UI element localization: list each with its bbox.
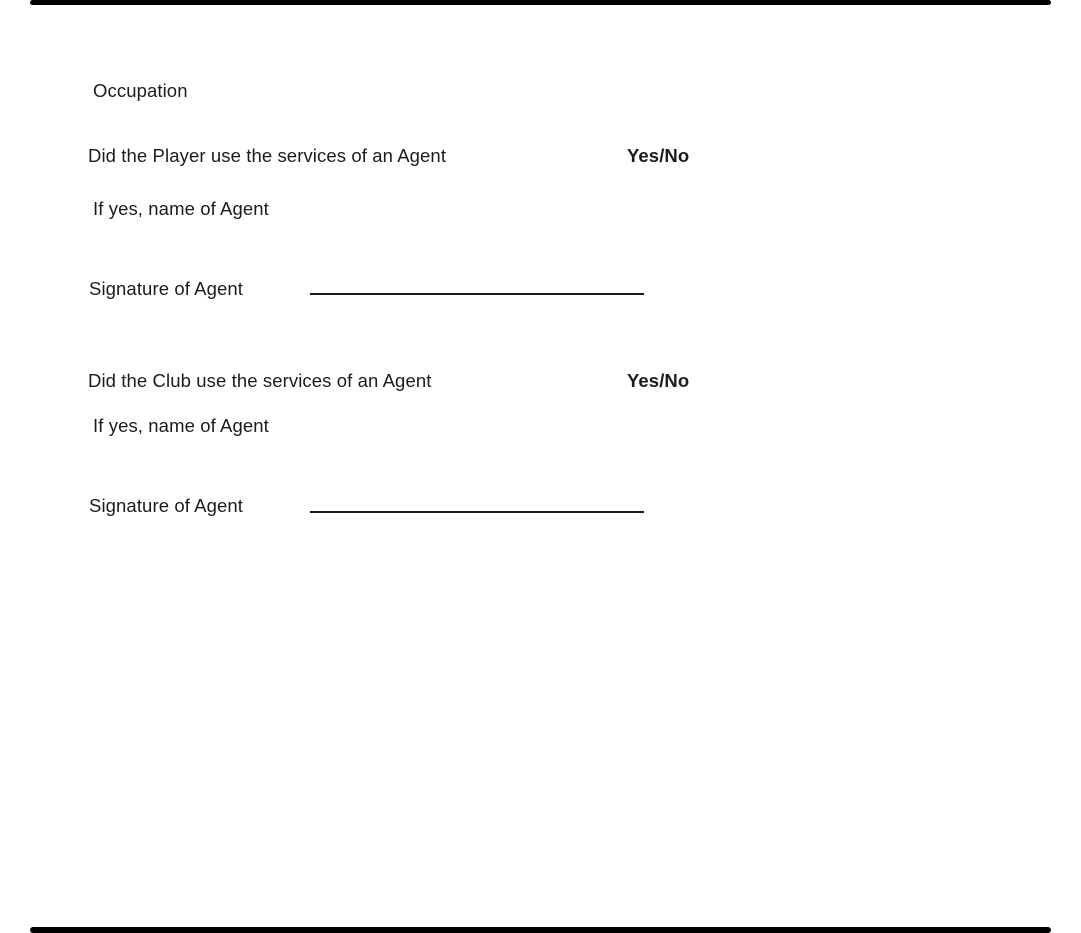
club-agent-answer-yes-no: Yes/No — [627, 370, 690, 391]
player-agent-signature-line — [310, 293, 644, 295]
scan-edge-bar-bottom — [30, 927, 1051, 933]
player-agent-answer-yes-no: Yes/No — [627, 145, 690, 166]
scan-edge-bar-top — [30, 0, 1051, 5]
club-agent-signature-line — [310, 511, 644, 513]
occupation-label: Occupation — [93, 80, 188, 101]
player-agent-name-label: If yes, name of Agent — [93, 198, 269, 219]
club-agent-name-label: If yes, name of Agent — [93, 415, 269, 436]
club-agent-question: Did the Club use the services of an Agent — [88, 370, 432, 391]
club-agent-signature-label: Signature of Agent — [89, 495, 244, 516]
player-agent-question: Did the Player use the services of an Agent — [88, 145, 447, 166]
player-agent-signature-label: Signature of Agent — [89, 278, 244, 299]
